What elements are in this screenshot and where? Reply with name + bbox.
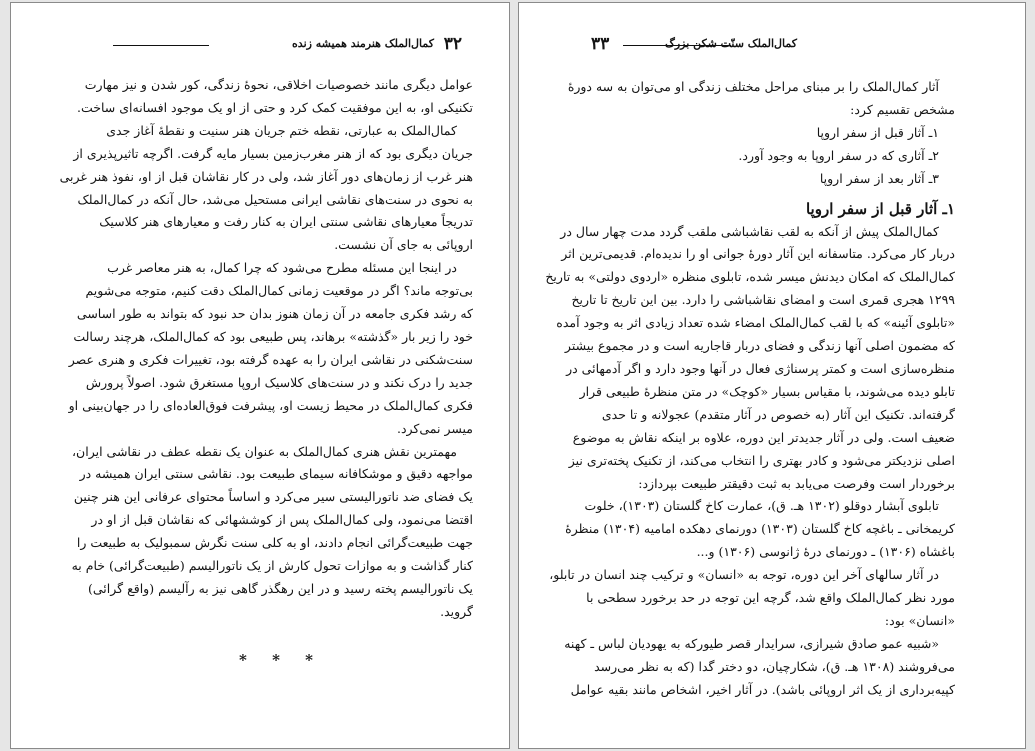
text-line: ۲ـ آثاری که در سفر اروپا به وجود آورد. bbox=[738, 147, 939, 163]
text-line: سنت‌شکنی در نقاشی ایران را به عهده گرفته بود، تغییرات فکری و هنری عصر bbox=[68, 351, 473, 367]
section-heading: ۱ـ آثار قبل از سفر اروپا bbox=[805, 199, 955, 218]
text-line: یک ناتورالیسم پخته رسید و در این رهگذر گاهی نیز به رآلیسم (واقع گرائی) bbox=[88, 580, 473, 596]
text-line: اروپائی به جای آن نشست. bbox=[334, 237, 473, 253]
text-line: تابلو دیده می‌شوند، با مقیاس بسیار «کوچک» در متن منظرهٔ طبیعی قرار bbox=[579, 383, 955, 399]
text-line: عوامل دیگری مانند خصوصیات اخلاقی، نحوهٔ زندگی، کور شدن و نیز مهارت bbox=[84, 77, 473, 92]
text-line: «انسان» بود: bbox=[884, 612, 955, 628]
page-body bbox=[59, 74, 473, 624]
section-text bbox=[545, 221, 955, 702]
text-line: جهت طبیعت‌گرائی انجام دادند، او به کلی سنت نگرش سمبولیک به طبیعت را bbox=[76, 535, 473, 551]
left-page bbox=[10, 2, 510, 749]
text-line: تکنیکی او، به این موفقیت کمک کرد و حتی از او یک موجود افسانه‌ای ساخت. bbox=[77, 99, 473, 115]
text-line: کمال‌الملک که امکان دیدنش میسر شده، تابلوی منظره «اردوی دولتی» به تاریخ bbox=[545, 269, 955, 285]
text-line: کپیه‌برداری از یک اثر اروپائی باشد). در آثار اخیر، اشخاص مانند بقیه عوامل bbox=[570, 681, 955, 697]
text-line: دربار کار می‌کرد. متاسفانه این آثار دورهٔ جوانی او را ندیده‌ام. قدیمی‌ترین اثر bbox=[561, 246, 955, 262]
text-line: «شبیه عمو صادق شیرازی، سرایدار قصر طیورکه به یهودیان لباس ـ کهنه bbox=[564, 635, 939, 651]
text-line: «تابلوی آئینه» که با لقب کمال‌الملک امضاء شده تعداد زیادی اثر به وجود آمده bbox=[556, 315, 955, 331]
text-line: مورد نظر کمال‌الملک واقع شد، گرچه این توجه در حد برخورد سطحی با bbox=[586, 590, 955, 606]
text-line: کنار گذاشت و به موازات تحول کارش از یک ناتورالیسم (طبیعت‌گرائی) خام به bbox=[71, 558, 473, 574]
text-line: فکری کمال‌الملک در محیط زیست او، پیشرفت فوق‌العاده‌ای را در جهان‌بینی او bbox=[68, 397, 473, 413]
text-line: مهمترین نقش هنری کمال‌الملک به عنوان یک نقطه عطف در نقاشی ایران، bbox=[72, 443, 457, 459]
text-line: ضعیف است. ولی در آثار جدیدتر این دوره، علاوه بر اینکه نقاش به موضوع bbox=[572, 429, 955, 445]
intro-block bbox=[567, 76, 955, 191]
page-body bbox=[545, 76, 955, 702]
text-line: هنر غرب از زمان‌های دور آغاز شد، ولی در کار نقاشان قبل از او، نفوذ هنر غربی bbox=[59, 168, 473, 184]
running-title: کمال‌الملک هنرمند همیشه زنده bbox=[292, 37, 434, 50]
right-page bbox=[518, 2, 1026, 749]
text-line: منظره‌سازی است و کمتر پرسناژی فعال در آنها وجود دارد و اگر آدمهائی در bbox=[566, 360, 955, 376]
running-title: کمال‌الملک سنّت شکن بزرگ bbox=[665, 37, 797, 50]
text-line: اصلی نزدیکتر می‌شود و کادر بهتری را انتخاب می‌کند، از تکنیک پخته‌تری نیز bbox=[568, 452, 955, 468]
text-line: تدریجاً معیارهای نقاشی سنتی ایران به کنار رفت و معیارهای هنر کلاسیک bbox=[99, 214, 473, 230]
text-line: گرفته‌اند. تکنیک این آثار (به خصوص در آثار متقدم) عجولانه و تا حدی bbox=[601, 406, 955, 422]
text-line: بی‌توجه ماند؟ اگر در موقعیت زمانی کمال‌الملک دقت کنیم، متوجه می‌شویم bbox=[85, 283, 473, 299]
text-line: خود را زیر بار «گذشته» برهاند، پس طبیعی بود که کمال‌الملک، هرچند رسالت bbox=[73, 328, 473, 344]
text-line: می‌فروشند (۱۳۰۸ هـ. ق)، شکارچیان، دو دختر گدا (که به نظر می‌رسد bbox=[594, 658, 955, 674]
text-line: آثار کمال‌الملک را بر مبنای مراحل مختلف زندگی او می‌توان به سه دورهٔ bbox=[567, 79, 939, 94]
text-line: گروید. bbox=[440, 603, 473, 619]
text-line: در آثار سالهای آخر این دوره، توجه به «انسان» و ترکیب چند انسان در تابلو، bbox=[549, 567, 939, 583]
text-line: کریمخانی ـ باغچه کاخ گلستان (۱۳۰۳) دورنمای دهکده امامیه (۱۳۰۴) منظرهٔ bbox=[565, 521, 955, 537]
text-line: کمال‌الملک به عبارتی، نقطه ختم جریان هنر سنیت و نقطهٔ آغاز جدی bbox=[106, 122, 457, 138]
text-line: در اینجا این مسئله مطرح می‌شود که چرا کمال، به هنر معاصر غرب bbox=[107, 260, 457, 276]
text-line: تابلوی آبشار دوقلو (۱۳۰۲ هـ. ق)، عمارت کاخ گلستان (۱۳۰۳)، خلوت bbox=[584, 498, 939, 514]
running-header bbox=[519, 34, 1025, 54]
text-line: یک فضای ضد ناتورالیستی سیر می‌کرد و اساساً محتوای عرفانی این هنر چنین bbox=[73, 489, 473, 505]
header-rule bbox=[113, 45, 209, 46]
text-line: که رشد فکری جامعه در آن زمان هنوز بدان حد نبود که بتواند به طور اساسی bbox=[76, 306, 473, 322]
text-line: جریان دیگری بود که از هنر مغرب‌زمین بسیار مایه گرفت. اگرچه تاثیرپذیری از bbox=[73, 145, 473, 161]
running-header bbox=[11, 34, 509, 54]
page-number: ۳۲ bbox=[443, 34, 462, 54]
text-line: ۱ـ آثار قبل از سفر اروپا bbox=[816, 124, 939, 140]
text-line: کمال‌الملک پیش از آنکه به لقب نقاشباشی ملقب گردد مدت چهار سال در bbox=[560, 223, 939, 239]
page-number: ۳۳ bbox=[591, 34, 610, 54]
text-line: که مضمون اصلی آنها زندگی و فضای دربار قاجاریه است و در مجموع بیشتر bbox=[564, 338, 955, 354]
header-rule bbox=[623, 45, 731, 46]
text-line: ۳ـ آثار بعد از سفر اروپا bbox=[819, 170, 939, 186]
section-end-mark: * * * bbox=[239, 651, 323, 669]
text-line: جدید را درک نکند و در سنت‌های کلاسیک اروپا مستغرق شود. اصولاً پرورش bbox=[85, 374, 473, 390]
text-line: میسر نمی‌کرد. bbox=[396, 420, 473, 436]
text-line: مواجهه دقیق و موشکافانه سیمای طبیعت بود. نقاشی سنتی ایران همیشه در bbox=[79, 466, 473, 482]
text-line: به نحوی در سنت‌های نقاشی ایرانی مستحیل می‌شد، حال آنکه در کمال‌الملک bbox=[77, 191, 473, 207]
text-line: باغشاه (۱۳۰۶) ـ دورنمای درهٔ ژانوسی (۱۳۰۶) و... bbox=[696, 544, 955, 560]
text-line: برخوردار است وفرصت می‌یابد به ثبت دقیقتر طبیعت بپردازد: bbox=[638, 475, 955, 491]
text-line: ۱۲۹۹ هجری قمری است و امضای نقاشباشی را دارد. بین این تاریخ تا تاریخ bbox=[571, 292, 955, 308]
text-line: مشخص تقسیم کرد: bbox=[850, 101, 955, 117]
text-line: اقتضا می‌نمود، ولی کمال‌الملک پس از کوششهائی که نقاشان قبل از او در bbox=[91, 512, 473, 528]
